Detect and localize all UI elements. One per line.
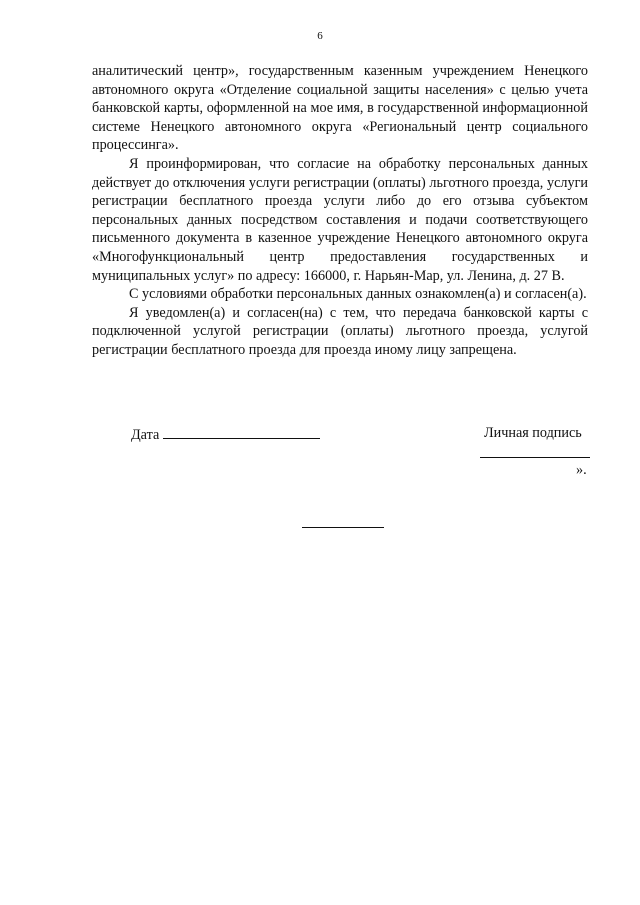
date-blank-line [163, 424, 320, 439]
signature-closing-quote: ». [576, 462, 587, 478]
document-body [92, 62, 588, 360]
paragraph-acknowledgement: С условиями обработки персональных данных ознакомлен(а) и согласен(а). [129, 286, 587, 303]
signature-label: Личная подпись [484, 425, 582, 441]
paragraph-continuation: аналитический центр», государственным казенным учреждением Ненецкого автономного округа «Отделение социальной защиты населения» с целью учета банковской карты, оформленной на мое имя, в государственной информационной системе Ненецкого автономного округа «Региональный центр социального процессинга». [92, 63, 588, 154]
paragraph-card-transfer-notice: Я уведомлен(а) и согласен(на) с тем, что передача банковской карты с подключенной услугой регистрации (оплаты) льготного проезда, услугой регистрации бесплатного проезда для проезда иному лицу запрещена. [92, 304, 588, 358]
date-field [131, 424, 320, 444]
paragraph-consent-duration: Я проинформирован, что согласие на обработку персональных данных действует до отключения услуги регистрации (оплаты) льготного проезда, услуги регистрации бесплатного проезда услуги либо до его отзыва субъектом персональных данных посредством составления и подачи соответствующего письменного документа в казенное учреждение Ненецкого автономного округа «Многофункциональный центр предоставления государственных и муниципальных услуг» по адресу: 166000, г. Нарьян-Мар, ул. Ленина, д. 27 В. [92, 155, 588, 284]
page-number: 6 [317, 30, 323, 42]
date-label: Дата [131, 427, 160, 443]
signature-blank-line [480, 457, 590, 458]
document-end-rule [302, 527, 384, 528]
